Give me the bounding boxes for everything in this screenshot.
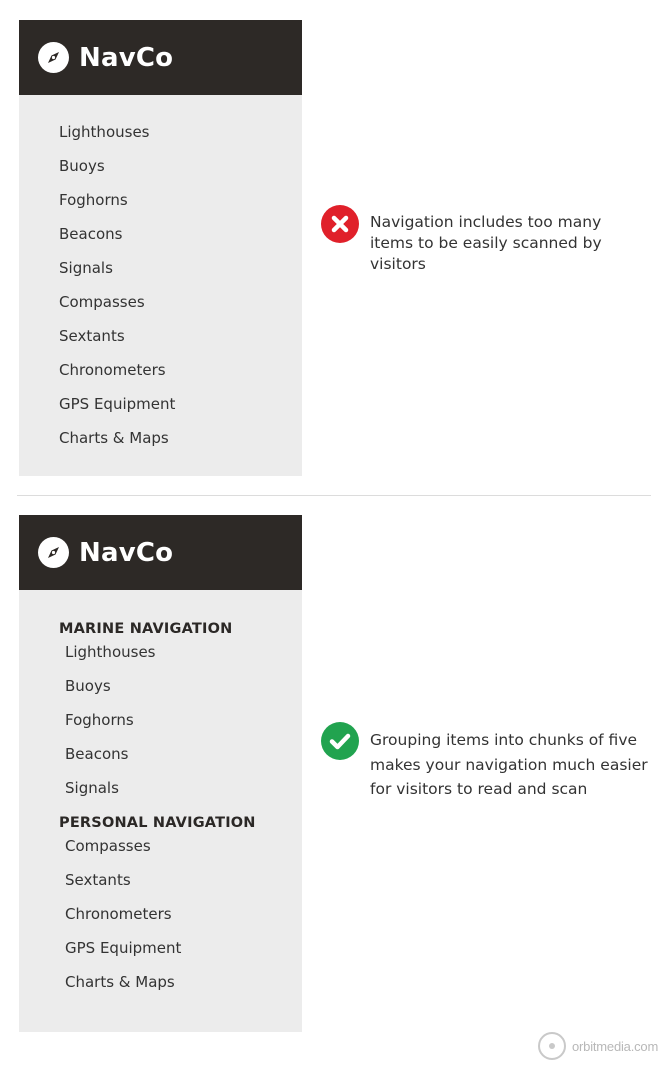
watermark (538, 1032, 658, 1060)
nav-item-compasses[interactable]: Compasses (59, 293, 145, 311)
nav-item-buoys[interactable]: Buoys (65, 677, 111, 695)
nav-item-foghorns[interactable]: Foghorns (59, 191, 128, 209)
group-title-marine-navigation: MARINE NAVIGATION (59, 621, 233, 637)
good-nav-example-panel (19, 515, 302, 1032)
nav-item-beacons[interactable]: Beacons (59, 225, 123, 243)
flat-nav-list (19, 95, 302, 461)
nav-group-marine (19, 617, 302, 811)
compass-icon (38, 42, 69, 73)
personal-nav-list (59, 835, 302, 1005)
nav-item-sextants[interactable]: Sextants (65, 871, 131, 889)
good-callout-text: Grouping items into chunks of five makes your navigation much easier for visitors to read and scan (370, 731, 648, 798)
grouped-nav (19, 590, 302, 1005)
marine-nav-list (59, 641, 302, 811)
nav-item-compasses[interactable]: Compasses (65, 837, 151, 855)
nav-item-signals[interactable]: Signals (65, 779, 119, 797)
nav-item-gps-equipment[interactable]: GPS Equipment (65, 939, 182, 957)
nav-item-sextants[interactable]: Sextants (59, 327, 125, 345)
nav-group-personal (19, 811, 302, 1005)
bad-callout (321, 205, 645, 275)
nav-item-chronometers[interactable]: Chronometers (59, 361, 166, 379)
brand-name: NavCo (79, 537, 174, 568)
watermark-text: orbitmedia.com (572, 1038, 659, 1054)
nav-item-buoys[interactable]: Buoys (59, 157, 105, 175)
bad-nav-example-panel (19, 20, 302, 476)
orbit-logo-icon (538, 1032, 566, 1060)
nav-item-gps-equipment[interactable]: GPS Equipment (59, 395, 176, 413)
x-circle-icon (321, 205, 359, 243)
nav-item-charts-maps[interactable]: Charts & Maps (65, 973, 175, 991)
brand-name: NavCo (79, 42, 174, 73)
brand-header[interactable] (19, 515, 302, 590)
nav-item-charts-maps[interactable]: Charts & Maps (59, 429, 169, 447)
nav-item-signals[interactable]: Signals (59, 259, 113, 277)
nav-item-chronometers[interactable]: Chronometers (65, 905, 172, 923)
nav-item-lighthouses[interactable]: Lighthouses (65, 643, 156, 661)
brand-header[interactable] (19, 20, 302, 95)
bad-callout-text: Navigation includes too many items to be easily scanned by visitors (370, 213, 602, 273)
nav-item-foghorns[interactable]: Foghorns (65, 711, 134, 729)
compass-icon (38, 537, 69, 568)
check-circle-icon (321, 722, 359, 760)
nav-item-lighthouses[interactable]: Lighthouses (59, 123, 150, 141)
group-title-personal-navigation: PERSONAL NAVIGATION (59, 815, 256, 831)
nav-item-beacons[interactable]: Beacons (65, 745, 129, 763)
section-divider (17, 495, 651, 496)
good-callout (321, 722, 650, 802)
